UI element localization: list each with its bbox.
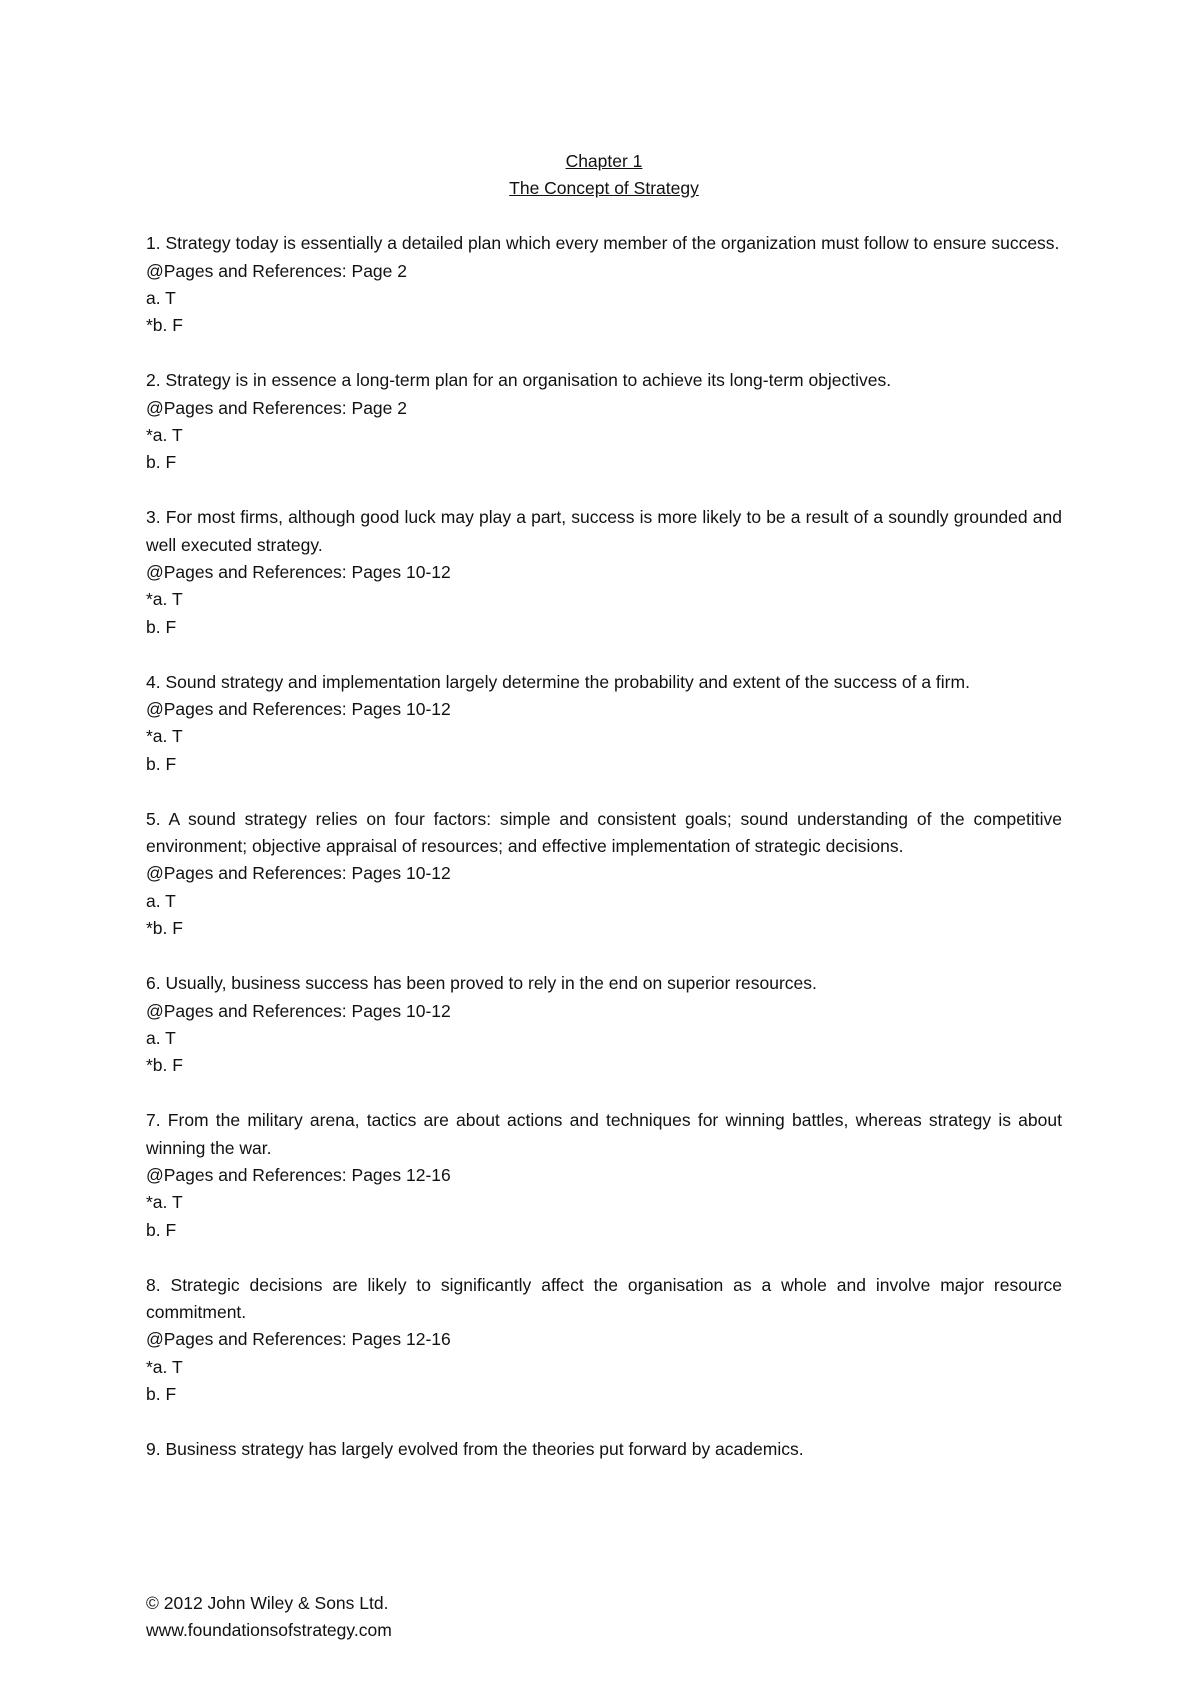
question-text xyxy=(146,970,1062,997)
question-text xyxy=(146,669,1062,696)
question-statement: Strategy is in essence a long-term plan for an organisation to achieve its long-term objectives. xyxy=(165,370,892,391)
question-statement: From the military arena, tactics are about actions and techniques for winning battles, whereas strategy is about winning the war. xyxy=(146,1110,1062,1158)
page-reference: @Pages and References: Pages 10-12 xyxy=(146,562,451,583)
page-footer xyxy=(146,1590,392,1645)
question-number: 3. xyxy=(146,507,161,528)
question-item xyxy=(146,367,1062,477)
page-reference: @Pages and References: Pages 10-12 xyxy=(146,699,451,720)
page-reference: @Pages and References: Page 2 xyxy=(146,260,407,281)
option-true: a. T xyxy=(146,288,176,309)
question-statement: For most firms, although good luck may play a part, success is more likely to be a result of a soundly grounded and well executed strategy. xyxy=(146,507,1062,555)
option-false: *b. F xyxy=(146,1055,183,1076)
option-true: *a. T xyxy=(146,1356,183,1377)
option-true: *a. T xyxy=(146,1192,183,1213)
option-true: *a. T xyxy=(146,425,183,446)
option-false: *b. F xyxy=(146,315,183,336)
question-item xyxy=(146,970,1062,1080)
question-statement: Sound strategy and implementation largely determine the probability and extent of the success of a firm. xyxy=(165,671,970,692)
question-text xyxy=(146,806,1062,861)
question-text xyxy=(146,1272,1062,1327)
question-item xyxy=(146,806,1062,943)
question-item xyxy=(146,1436,1062,1463)
copyright-notice: © 2012 John Wiley & Sons Ltd. xyxy=(146,1593,389,1613)
question-number: 9. xyxy=(146,1438,161,1459)
heading-spacer xyxy=(146,203,1062,230)
page-reference: @Pages and References: Pages 10-12 xyxy=(146,863,451,884)
page-reference: @Pages and References: Pages 10-12 xyxy=(146,1000,451,1021)
question-item xyxy=(146,504,1062,641)
question-item xyxy=(146,669,1062,779)
chapter-number: Chapter 1 xyxy=(565,151,643,171)
question-number: 2. xyxy=(146,370,161,391)
question-number: 7. xyxy=(146,1110,161,1131)
option-false: b. F xyxy=(146,753,177,774)
question-text xyxy=(146,230,1062,257)
option-false: *b. F xyxy=(146,918,183,939)
option-false: b. F xyxy=(146,452,177,473)
question-list xyxy=(146,230,1062,1408)
question-statement: Usually, business success has been proved to rely in the end on superior resources. xyxy=(165,973,817,994)
question-statement: Strategic decisions are likely to significantly affect the organisation as a whole and involve major resource commitment. xyxy=(146,1274,1062,1322)
option-false: b. F xyxy=(146,1219,177,1240)
document-page xyxy=(146,148,1062,1491)
option-true: *a. T xyxy=(146,589,183,610)
question-number: 6. xyxy=(146,973,161,994)
question-number: 8. xyxy=(146,1274,161,1295)
page-reference: @Pages and References: Page 2 xyxy=(146,397,407,418)
question-text xyxy=(146,504,1062,559)
website-link: www.foundationsofstrategy.com xyxy=(146,1620,392,1641)
question-statement: A sound strategy relies on four factors: simple and consistent goals; sound understanding of the competitive environment; objective appraisal of resources; and effective implementation of strategic decisions. xyxy=(146,808,1062,857)
option-false: b. F xyxy=(146,1384,177,1405)
option-true: a. T xyxy=(146,890,176,911)
question-number: 5. xyxy=(146,808,161,829)
question-number: 4. xyxy=(146,671,161,692)
question-text xyxy=(146,1107,1062,1162)
chapter-title: The Concept of Strategy xyxy=(509,178,699,199)
page-reference: @Pages and References: Pages 12-16 xyxy=(146,1164,451,1185)
question-statement: Business strategy has largely evolved from the theories put forward by academics. xyxy=(165,1438,804,1459)
option-true: a. T xyxy=(146,1027,176,1048)
question-item xyxy=(146,230,1062,340)
question-text xyxy=(146,367,1062,394)
question-item xyxy=(146,1107,1062,1244)
option-false: b. F xyxy=(146,616,177,637)
question-item xyxy=(146,1272,1062,1409)
page-reference: @Pages and References: Pages 12-16 xyxy=(146,1329,451,1350)
question-text xyxy=(146,1436,1062,1463)
option-true: *a. T xyxy=(146,726,183,747)
question-number: 1. xyxy=(146,233,161,254)
question-statement: Strategy today is essentially a detailed plan which every member of the organization must follow to ensure success. xyxy=(165,233,1060,254)
